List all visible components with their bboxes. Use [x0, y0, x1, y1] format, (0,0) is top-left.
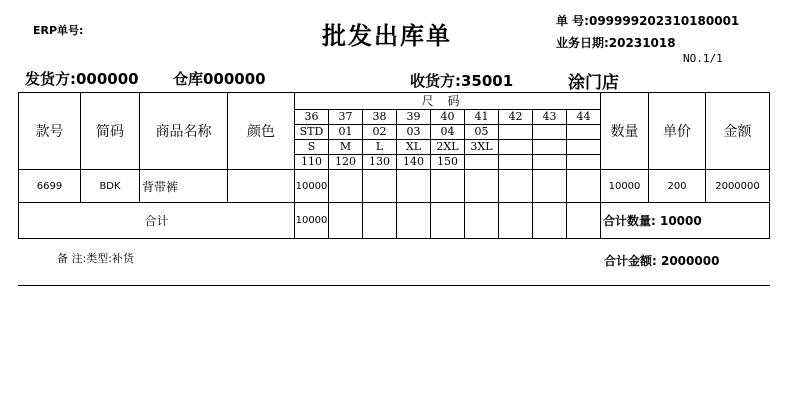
col-header-style-no: 款号 [19, 93, 81, 170]
color-cell [228, 170, 295, 203]
size-header-cell [533, 125, 567, 140]
total-size-cell [465, 203, 499, 239]
unit-price-cell: 200 [649, 170, 706, 203]
size-qty-cell [431, 170, 465, 203]
size-header-cell: 05 [465, 125, 499, 140]
total-quantity: 合计数量: 10000 [601, 203, 770, 239]
shipper: 发货方:000000 [25, 70, 139, 88]
size-header-cell: 04 [431, 125, 465, 140]
store-name: 涂门店 [568, 73, 619, 93]
col-header-product-name: 商品名称 [140, 93, 228, 170]
table-row [19, 170, 770, 203]
col-header-short-code: 简码 [81, 93, 140, 170]
size-header-cell [465, 155, 499, 170]
size-header-cell: 140 [397, 155, 431, 170]
style-no-cell: 6699 [19, 170, 81, 203]
size-header-cell [533, 140, 567, 155]
amount-cell: 2000000 [706, 170, 770, 203]
size-header-cell: 41 [465, 110, 499, 125]
shipment-table [18, 92, 770, 239]
size-header-cell: XL [397, 140, 431, 155]
receiver: 收货方:35001 [410, 72, 514, 90]
total-label: 合计 [19, 203, 295, 239]
bottom-divider [18, 285, 770, 286]
size-qty-cell [465, 170, 499, 203]
warehouse: 仓库000000 [173, 70, 266, 88]
size-header-cell: L [363, 140, 397, 155]
size-header-cell: 37 [329, 110, 363, 125]
size-header-cell [567, 125, 601, 140]
size-qty-cell [567, 170, 601, 203]
size-header-cell: 42 [499, 110, 533, 125]
size-header-cell [499, 155, 533, 170]
size-header-cell: 44 [567, 110, 601, 125]
page-number: NO.1/1 [683, 52, 723, 65]
col-header-unit-price: 单价 [649, 93, 706, 170]
total-size-cell [397, 203, 431, 239]
size-header-cell: 03 [397, 125, 431, 140]
size-header-cell: 120 [329, 155, 363, 170]
quantity-cell: 10000 [601, 170, 649, 203]
size-header-cell: 110 [295, 155, 329, 170]
col-header-quantity: 数量 [601, 93, 649, 170]
size-header-cell [499, 125, 533, 140]
size-header-cell: 40 [431, 110, 465, 125]
size-header-cell: STD [295, 125, 329, 140]
col-header-amount: 金额 [706, 93, 770, 170]
total-size-cell [499, 203, 533, 239]
size-header-cell: 2XL [431, 140, 465, 155]
header-row [19, 93, 770, 110]
size-qty-cell: 10000 [295, 170, 329, 203]
size-header-cell [499, 140, 533, 155]
size-header-cell: 39 [397, 110, 431, 125]
size-header-cell: M [329, 140, 363, 155]
business-date: 业务日期:20231018 [556, 36, 676, 50]
erp-number-label: ERP单号: [33, 24, 84, 37]
size-qty-cell [533, 170, 567, 203]
total-size-cell [363, 203, 397, 239]
size-qty-cell [499, 170, 533, 203]
size-header-cell [567, 155, 601, 170]
col-header-size: 尺码 [295, 93, 601, 110]
total-size-cell [533, 203, 567, 239]
size-header-cell: S [295, 140, 329, 155]
size-qty-cell [329, 170, 363, 203]
total-size-cell: 10000 [295, 203, 329, 239]
size-header-cell: 38 [363, 110, 397, 125]
size-header-cell [567, 140, 601, 155]
total-size-cell [329, 203, 363, 239]
product-name-cell: 背带裤 [140, 170, 228, 203]
size-qty-cell [363, 170, 397, 203]
total-size-cell [567, 203, 601, 239]
size-qty-cell [397, 170, 431, 203]
size-header-cell: 3XL [465, 140, 499, 155]
size-header-cell [533, 155, 567, 170]
col-header-color: 颜色 [228, 93, 295, 170]
total-size-cell [431, 203, 465, 239]
short-code-cell: BDK [81, 170, 140, 203]
document-title: 批发出库单 [322, 21, 452, 50]
size-header-cell: 01 [329, 125, 363, 140]
size-header-cell: 36 [295, 110, 329, 125]
size-header-cell: 130 [363, 155, 397, 170]
size-header-cell: 43 [533, 110, 567, 125]
size-header-cell: 150 [431, 155, 465, 170]
total-amount: 合计金额: 2000000 [604, 254, 720, 268]
total-row [19, 203, 770, 239]
remark: 备 注:类型:补货 [57, 252, 134, 265]
document-number: 单 号:099999202310180001 [556, 14, 740, 28]
size-header-cell: 02 [363, 125, 397, 140]
